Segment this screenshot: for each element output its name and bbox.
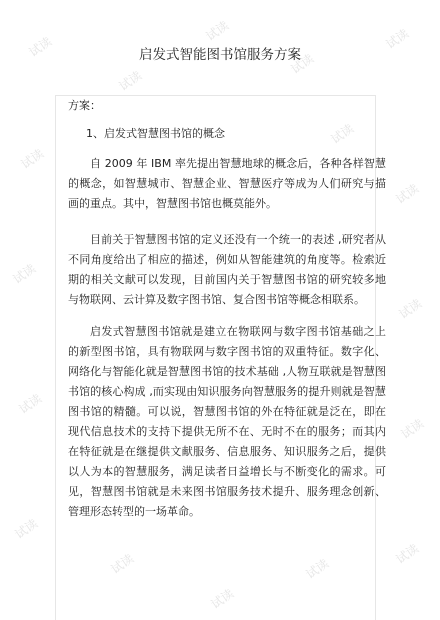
watermark-text: 试读 xyxy=(18,146,47,172)
watermark-text: 试读 xyxy=(288,51,317,77)
watermark-text: 试读 xyxy=(393,181,422,207)
watermark-text: 试读 xyxy=(26,34,55,60)
body-paragraph: 自 2009 年 IBM 率先提出智慧地球的概念后，各种各样智慧的概念，如智慧城市、智慧企业、智慧医疗等成为人们研究与描画的重点。其中，智慧图书馆也概莫能外。 xyxy=(68,157,386,210)
watermark-text: 试读 xyxy=(208,586,237,612)
watermark-text: 试读 xyxy=(398,416,427,442)
body-paragraph: 启发式智慧图书馆就是建立在物联网与数字图书馆基础之上的新型图书馆，具有物联网与数字图书馆的双重特征。数字化、网络化与智能化就是智慧图书馆的技术基础 ,人物互联就是智慧图书馆的核心构成 ,而实现由知识服务向智慧服务的提升则就是智慧图书馆的精髓。可以说，智慧图书馆的外在特征就是泛在，即在现代信息技术的支持下提供无所不在、无时不在的服务；而其内在特征就是在继提供文献服务、信息服务、知识服务之后，提供以人为本的智慧服务，满足读者日益增长与不断变化的需求。可见，智慧图书馆就是未来图书馆服务技术提升、服务理念创新、管理形态转型的一场革命。 xyxy=(68,325,386,518)
watermark-text: 试读 xyxy=(16,391,45,417)
watermark-text: 试读 xyxy=(396,296,425,322)
document-title: 启发式智能图书馆服务方案 xyxy=(139,47,301,63)
watermark-text: 试读 xyxy=(108,551,137,577)
page-frame-left xyxy=(55,95,56,620)
watermark-text: 试读 xyxy=(203,18,232,44)
body-paragraph: 目前关于智慧图书馆的定义还没有一个统一的表述 ,研究者从不同角度给出了相应的描述，例如从智能建筑的角度等。检索近期的相关文献可以发现，目前国内关于智慧图书馆的研究较多地与物联网、云计算及数字图书馆、复合图书馆等概念相联系。 xyxy=(68,233,386,306)
section-heading: 1、启发式智慧图书馆的概念 xyxy=(86,127,225,140)
watermark-text: 试读 xyxy=(328,121,357,147)
watermark-text: 试读 xyxy=(383,26,412,52)
watermark-text: 试读 xyxy=(393,541,422,567)
watermark-text: 试读 xyxy=(10,261,39,287)
watermark-text: 试读 xyxy=(116,68,145,94)
section-label: 方案： xyxy=(68,99,101,112)
watermark-text: 试读 xyxy=(12,516,41,542)
watermark-text: 试读 xyxy=(303,556,332,582)
